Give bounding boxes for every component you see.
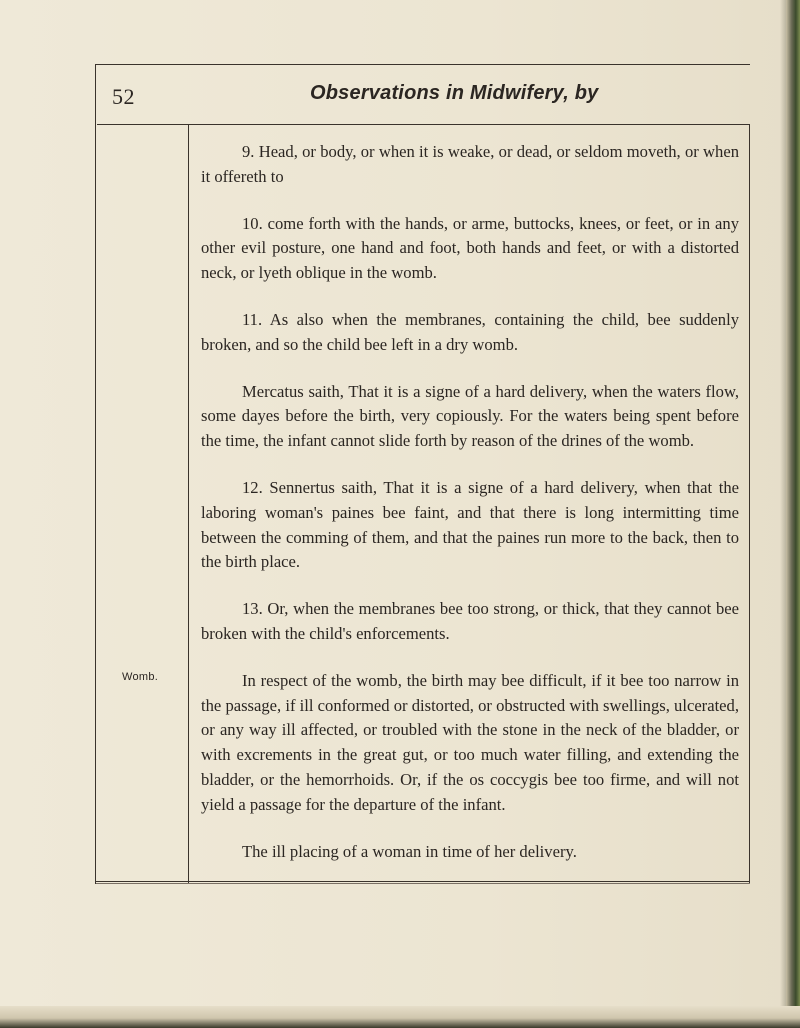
- paragraph: In respect of the womb, the birth may bee difficult, if it bee too narrow in the passage, if ill conformed or distorted, or obstructed with swellings, ulcerated, or any way ill affected, or troubled with the stone in the neck of the bladder, or with excrements in the great gut, or too much water filling, and extending the bladder, or the hemorrhoids. Or, if the os coccygis bee too firme, and will not yield a passage for the departure of the infant.: [201, 670, 739, 814]
- running-title: Observations in Midwifery, by: [310, 82, 599, 104]
- margin-column-rule: [188, 124, 189, 884]
- paragraph: 13. Or, when the membranes bee too strong, or thick, that they cannot bee broken with the child's enforcements.: [201, 599, 739, 643]
- paragraph: 11. As also when the membranes, containing the child, bee suddenly broken, and so the child bee left in a dry womb.: [201, 309, 739, 354]
- margin-note: Womb.: [122, 671, 159, 683]
- paragraph: Mercatus saith, That it is a signe of a hard delivery, when the waters flow, some dayes before the birth, very copiously. For the waters being spent before the time, the infant cannot slide forth by reason of the drines of the womb.: [201, 381, 739, 451]
- paragraph: 9. Head, or body, or when it is weake, or dead, or seldom moveth, or when it offereth to: [201, 142, 739, 186]
- frame-right-rule: [749, 124, 750, 884]
- page-number: 52: [112, 84, 135, 109]
- header-rule: [97, 124, 750, 125]
- page-bottom-edge: [0, 1006, 800, 1028]
- frame-bottom-rule-shadow: [96, 883, 750, 884]
- book-spine-edge: [786, 0, 800, 1028]
- frame-top-rule: [95, 64, 750, 65]
- body-text: [201, 140, 739, 864]
- frame-left-rule: [95, 64, 96, 884]
- paragraph: 12. Sennertus saith, That it is a signe of a hard delivery, when that the laboring woman's paines bee faint, and that there is long intermitting time between the comming of them, and that the paines run more to the back, then to the birth place.: [201, 477, 739, 572]
- paragraph: 10. come forth with the hands, or arme, buttocks, knees, or feet, or in any other evil posture, one hand and foot, both hands and feet, or with a distorted neck, or lyeth oblique in the womb.: [201, 213, 739, 283]
- frame-bottom-rule: [96, 881, 750, 882]
- paragraph: The ill placing of a woman in time of her delivery.: [242, 841, 577, 861]
